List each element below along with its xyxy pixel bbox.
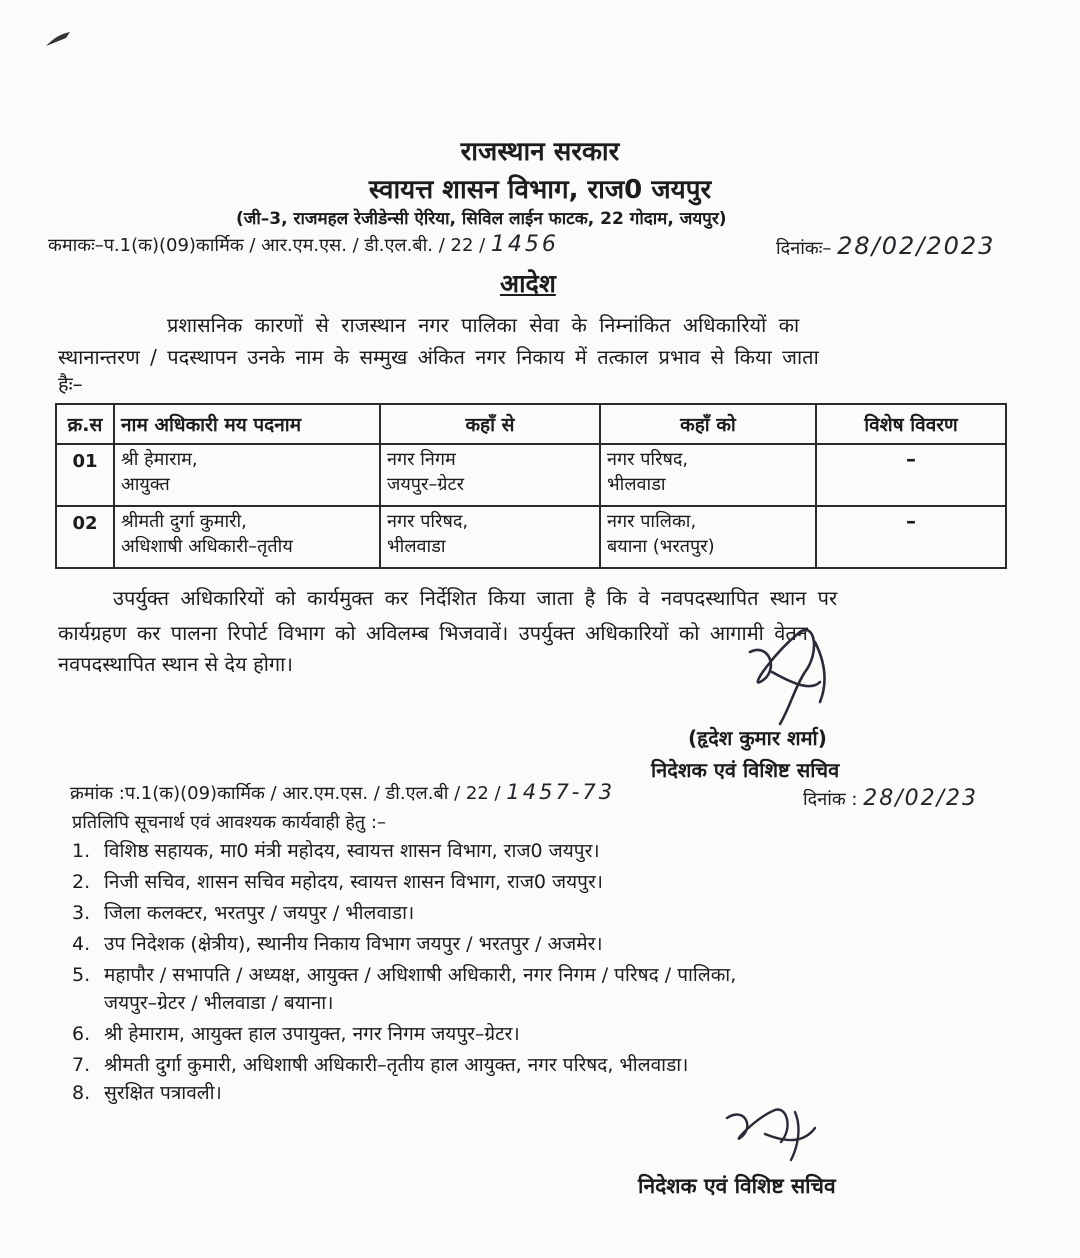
intro-line-3: हैः–	[58, 372, 83, 396]
signatory-name: (हृदेश कुमार शर्मा)	[688, 726, 827, 750]
signatory-designation: निदेशक एवं विशिष्ट सचिव	[651, 758, 840, 782]
order-date-handwritten: 28/02/2023	[837, 232, 996, 260]
copy-ref-handwritten: 1457-73	[506, 780, 616, 804]
directive-line-1: उपर्युक्त अधिकारियों को कार्यमुक्त कर निर्देशित किया जाता है कि वे नवपदस्थापित स्थान पर	[113, 586, 838, 610]
copy-item-number: 7.	[72, 1054, 91, 1076]
order-ref-prefix: कमाकः–प.1(क)(09)कार्मिक / आर.एम.एस. / डी.एल.बी. / 22 /	[48, 235, 486, 256]
directive-line-2: कार्यग्रहण कर पालना रिपोर्ट विभाग को अविलम्ब भिजवावें। उपर्युक्त अधिकारियों को आगामी वेतन	[58, 621, 808, 645]
copy-item-number: 2.	[72, 871, 91, 893]
order-title: आदेश	[500, 269, 556, 298]
row-officer-name: श्री हेमाराम,	[121, 449, 198, 470]
copy-item-number: 8.	[72, 1082, 91, 1104]
copy-item-number: 6.	[72, 1023, 91, 1045]
row-remark: –	[816, 444, 1006, 506]
row-to-line1: नगर परिषद,	[607, 449, 689, 470]
government-title: राजस्थान सरकार	[460, 137, 620, 167]
signature-mark	[715, 1098, 825, 1168]
row-officer-post: आयुक्त	[121, 474, 170, 495]
copy-date-handwritten: 28/02/23	[863, 786, 979, 811]
row-sno: 02	[56, 506, 114, 568]
copy-list-item	[72, 933, 603, 955]
row-from	[380, 506, 600, 568]
row-to	[600, 506, 816, 568]
row-officer	[114, 506, 380, 568]
directive-line-3: नवपदस्थापित स्थान से देय होगा।	[58, 652, 293, 676]
order-ref-handwritten: 1456	[490, 232, 559, 257]
copy-ref-prefix: क्रमांक :प.1(क)(09)कार्मिक / आर.एम.एस. / डी.एल.बी / 22 /	[70, 783, 501, 804]
row-from-line2: जयपुर–ग्रेटर	[387, 474, 464, 495]
copy-item-number: 5.	[72, 964, 91, 986]
copy-item-text: महापौर / सभापति / अध्यक्ष, आयुक्त / अधिशाषी अधिकारी, नगर निगम / परिषद / पालिका,	[104, 964, 737, 986]
copy-date	[803, 786, 978, 811]
ink-mark	[44, 28, 74, 50]
intro-line-2: स्थानान्तरण / पदस्थापन उनके नाम के सम्मुख अंकित नगर निकाय में तत्काल प्रभाव से किया जाता	[58, 345, 819, 369]
row-to-line2: बयाना (भरतपुर)	[607, 536, 715, 557]
table-header-row	[56, 404, 1006, 444]
row-from-line1: नगर परिषद,	[387, 511, 469, 532]
order-reference	[48, 232, 559, 257]
copy-item-text: श्रीमती दुर्गा कुमारी, अधिशाषी अधिकारी–तृतीय हाल आयुक्त, नगर परिषद, भीलवाडा।	[104, 1054, 689, 1076]
col-header-sno: क्र.स	[56, 404, 114, 444]
copy-signatory-designation: निदेशक एवं विशिष्ट सचिव	[638, 1174, 836, 1198]
copy-list-item	[72, 1054, 688, 1076]
row-officer-name: श्रीमती दुर्गा कुमारी,	[121, 511, 247, 532]
row-from	[380, 444, 600, 506]
intro-line-1: प्रशासनिक कारणों से राजस्थान नगर पालिका सेवा के निम्नांकित अधिकारियों का	[167, 313, 800, 337]
department-title: स्वायत्त शासन विभाग, राज0 जयपुर	[368, 175, 712, 205]
table-row	[56, 506, 1006, 568]
row-officer-post: अधिशाषी अधिकारी–तृतीय	[121, 536, 293, 557]
row-sno: 01	[56, 444, 114, 506]
col-header-remarks: विशेष विवरण	[816, 404, 1006, 444]
table-row	[56, 444, 1006, 506]
copy-item-text: जिला कलक्टर, भरतपुर / जयपुर / भीलवाडा।	[104, 902, 415, 924]
copy-list-item	[72, 964, 736, 986]
copy-item-text: श्री हेमाराम, आयुक्त हाल उपायुक्त, नगर निगम जयपुर–ग्रेटर।	[104, 1023, 520, 1045]
copy-list-item	[72, 1023, 520, 1045]
col-header-name: नाम अधिकारी मय पदनाम	[114, 404, 380, 444]
order-date	[776, 232, 995, 260]
row-to-line2: भीलवाडा	[607, 474, 666, 495]
copy-item-number: 3.	[72, 902, 91, 924]
row-from-line2: भीलवाडा	[387, 536, 446, 557]
copy-item-text: निजी सचिव, शासन सचिव महोदय, स्वायत्त शासन विभाग, राज0 जयपुर।	[104, 871, 603, 893]
copy-item-number: 1.	[72, 840, 91, 862]
copy-item-text: सुरक्षित पत्रावली।	[104, 1082, 222, 1104]
copy-list-item	[72, 871, 603, 893]
col-header-to: कहाँ को	[600, 404, 816, 444]
col-header-from: कहाँ से	[380, 404, 600, 444]
row-to	[600, 444, 816, 506]
row-to-line1: नगर पालिका,	[607, 511, 697, 532]
copy-list-item	[72, 1082, 222, 1104]
copy-list-item	[72, 902, 414, 924]
order-date-label: दिनांकः–	[776, 238, 832, 259]
copy-list-item	[72, 840, 600, 862]
copy-date-label: दिनांक :	[803, 789, 858, 810]
copy-list-item-continuation: जयपुर–ग्रेटर / भीलवाडा / बयाना।	[104, 992, 334, 1014]
department-address: (जी–3, राजमहल रेजीडेन्सी ऐरिया, सिविल लाईन फाटक, 22 गोदाम, जयपुर)	[236, 209, 727, 229]
copy-heading: प्रतिलिपि सूचनार्थ एवं आवश्यक कार्यवाही हेतु :–	[72, 812, 386, 833]
signature-mark	[720, 612, 860, 732]
transfer-table	[55, 403, 1007, 569]
row-from-line1: नगर निगम	[387, 449, 456, 470]
copy-item-number: 4.	[72, 933, 91, 955]
row-officer	[114, 444, 380, 506]
row-remark: –	[816, 506, 1006, 568]
copy-item-text: विशिष्ठ सहायक, मा0 मंत्री महोदय, स्वायत्त शासन विभाग, राज0 जयपुर।	[104, 840, 600, 862]
copy-item-text: उप निदेशक (क्षेत्रीय), स्थानीय निकाय विभाग जयपुर / भरतपुर / अजमेर।	[104, 933, 603, 955]
copy-reference	[70, 780, 615, 805]
